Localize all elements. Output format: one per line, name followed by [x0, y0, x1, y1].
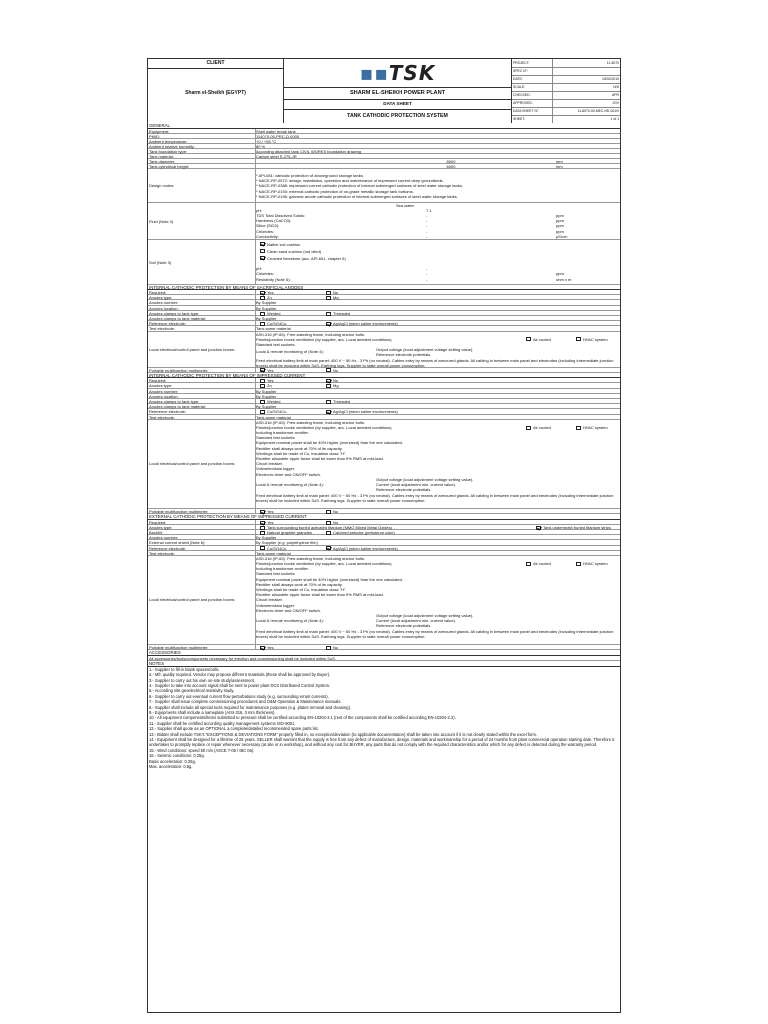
panel-spec: Voltmeter/data logger.: [256, 602, 295, 608]
checkbox-label: No: [333, 645, 339, 651]
note-item: 9.- Equipments shall include a nameplate (AISI-316, 3 mm thickness).: [149, 710, 276, 715]
checkbox[interactable]: [260, 256, 265, 260]
panel-spec: Equipment nominal power shall be 40% higher (oversized) than the one calculated.: [256, 440, 403, 446]
panel-spec: Electronic timer and ON/OFF switch.: [256, 607, 321, 613]
row-label: Local electrical/control panel and junction boxes:: [149, 461, 236, 467]
monitor-label: Local & remote monitoring of (Note 4):: [256, 618, 324, 624]
data-sheet-title: DATA SHEET: [284, 99, 511, 110]
panel-spec: Voltmeter/data logger.: [256, 466, 295, 472]
row-label: Anodes type:: [149, 524, 173, 530]
checkbox-label: Zn: [267, 295, 272, 301]
meta-key: APPROVED:: [513, 101, 533, 105]
meta-key: DATA SHEET N°:: [513, 109, 540, 113]
checkbox[interactable]: [326, 646, 331, 650]
checkbox-label: Natural graphite granules: [267, 529, 312, 535]
cell-text: By Supplier: [256, 315, 277, 321]
checkbox-label: Threaded: [333, 398, 351, 404]
meta-separator: [552, 83, 553, 91]
notes-list: [148, 667, 620, 770]
fluid-param: TDS Total Dissolved Solids:: [256, 212, 306, 218]
column-divider: [255, 290, 256, 294]
panel-spec: Rectifier allowable ripple factor shall be lower than 5% RMS at mid-load.: [256, 592, 384, 598]
table-row: [148, 203, 620, 240]
fluid-value: -: [426, 218, 428, 224]
cell-text: By Supplier: [256, 393, 277, 399]
checkbox-label: Mg: [333, 295, 339, 301]
checkbox-label: HVAC system: [583, 424, 608, 430]
cell-text: Tank same material: [256, 414, 291, 420]
checkbox-label: No: [333, 519, 339, 525]
cell-text: +0 / +55 °C: [256, 138, 277, 144]
cell-text: Carbon steel S-275-JR: [256, 153, 297, 159]
fluid-value: 7.1: [426, 207, 432, 213]
cell-text: AISI-316 (IP-65). Free-standing frame, including anchor bolts.: [256, 331, 366, 337]
row-label: Ambient temperature:: [149, 138, 188, 144]
panel-spec: Rectifier shall always work at 70% of its capacity.: [256, 445, 343, 451]
checkbox-label: Crushed limestone (acc. API-651, chapter 5): [267, 255, 346, 261]
checkbox-option[interactable]: [260, 368, 274, 373]
soil-value: -: [426, 265, 428, 271]
unit: mm: [556, 158, 563, 164]
monitor-item: Current (local adjustment min. current value).: [376, 481, 457, 487]
checkbox-label: Tank surrounding buried activated titanium (MMO Mixed Metal Oxides): [267, 524, 392, 530]
row-label: Equipment:: [149, 128, 170, 134]
row-label: Test electrode:: [149, 326, 176, 332]
note-item: Basic acceleration: 0.25g.: [149, 758, 196, 764]
checkbox-label: Cu/SO4Cu: [267, 409, 287, 415]
checkbox[interactable]: [326, 510, 331, 514]
soil-option[interactable]: [260, 256, 346, 261]
table-row: [148, 332, 620, 368]
row-label: Backfill:: [149, 529, 163, 535]
air-cooled-option[interactable]: [526, 337, 551, 342]
note-item: Max. acceleration: 0.6g.: [149, 764, 193, 770]
checkbox-label: Zn: [267, 383, 272, 389]
row-label: Required:: [149, 378, 167, 384]
meta-separator: [552, 99, 553, 107]
cell-text: 6000: [446, 163, 456, 169]
meta-separator: [552, 75, 553, 83]
meta-value: APR: [612, 93, 619, 97]
unit: µS/cm: [556, 234, 568, 239]
row-label: Anodes location:: [149, 393, 179, 399]
hvac-option[interactable]: [576, 337, 608, 342]
soil-option[interactable]: [260, 249, 321, 254]
cell-text: 80 %: [256, 143, 266, 149]
row-label: Anodes type:: [149, 383, 173, 389]
note-item: 16.- Seismic conditions: 0.25g.: [149, 753, 205, 759]
table-row: [148, 240, 620, 285]
accessories-text: All accessories/tools/components necessary for erection and commissioning shall be included within SoS.: [149, 655, 336, 661]
column-divider: [255, 378, 256, 382]
note-item: 11.- Supplier shall be certified according quality management systems ISO-9001.: [149, 720, 296, 726]
logo-mark-icon: ▪▪: [359, 60, 389, 85]
note-item: 1.- Supplier to fill-in blank spaces/cells.: [149, 666, 220, 672]
panel-spec: Panels/junction boxes ventilation (by supplier, acc. Local ambient conditions): [256, 424, 392, 430]
column-divider: [255, 645, 256, 649]
checkbox-label: No: [333, 367, 339, 373]
row-label: Anodes type:: [149, 295, 173, 301]
column-divider: [255, 530, 256, 534]
checkbox-label: Welded: [267, 398, 281, 404]
note-item: 4.- Supplier to take into account signal shall be sent to power plant DCS Distributed Control System.: [149, 682, 331, 688]
design-code: * NACE-RP-0572: design, installation, operation and maintenance of impressed current deep groundbeds.: [256, 177, 444, 183]
cell-text: Shell water break tank: [256, 128, 296, 134]
column-divider: [255, 399, 256, 403]
column-divider: [255, 525, 256, 529]
row-label: Tank material:: [149, 153, 174, 159]
unit: ppm: [556, 223, 564, 229]
row-label: Design codes:: [149, 182, 175, 188]
monitor-label: Local & remote monitoring of (Note 4):: [256, 481, 324, 487]
soil-param: Chlorides:: [256, 271, 275, 277]
checkbox-label: HVAC system: [583, 560, 608, 566]
feed-spec: Feed electrical battery limit at main panel: 400 V ~ 50 Hz - 3 Ph (no neutral). Cables entry by means of armoured glands. All cabling in between main panel and electrodes (including intermediate junction boxes) shall be included within SoS. Earthing lugs. Supplier to state overall power consumption.: [256, 629, 614, 640]
note-item: 12.- Supplier shall quote as an OPTIONAL a complete/detailed recommended spare parts list.: [149, 726, 319, 732]
checkbox-label: Air cooled: [533, 560, 551, 566]
checkbox[interactable]: [260, 368, 265, 372]
checkbox-label: Yes: [267, 519, 274, 525]
unit: ohm x m: [556, 277, 572, 283]
soil-option[interactable]: [260, 242, 300, 247]
column-divider: [255, 409, 256, 413]
row-label: Tank foundation type:: [149, 148, 188, 154]
note-item: 13.- Bidder shall include TSK's "EXCEPTIONS & DEVIATIONS FORM" properly filled in, no exception/deviation (to applicable documentation) shall be taken into account if it is not clearly stated within the excel form.: [149, 731, 538, 737]
cell-text: By Supplier (e.g. polyethylene film): [256, 540, 318, 546]
column-divider: [255, 295, 256, 299]
checkbox-label: Welded: [267, 310, 281, 316]
panel-spec: Standard test sockets.: [256, 435, 296, 441]
section-title: ACCESSORIES: [148, 650, 620, 656]
panel-spec: Windings shall be made of Cu, insulation class "H".: [256, 587, 347, 593]
row-label: PMID:: [149, 133, 161, 139]
meta-value: JGV: [612, 101, 619, 105]
column-divider: [255, 509, 256, 513]
meta-separator: [552, 67, 553, 75]
row-label: Reference electrode:: [149, 545, 187, 551]
row-label: Portable multifunction multimeter:: [149, 645, 209, 651]
checkbox-label: Native soil cushion: [267, 241, 301, 247]
row-label: Soil (Note 3): [149, 259, 172, 265]
checkbox-label: No: [333, 290, 339, 295]
cell-text: According attached tank CIVIL WORKS foundation drawing: [256, 148, 362, 154]
row-label: Tank diameter:: [149, 158, 176, 164]
title-block: [284, 59, 512, 123]
checkbox[interactable]: [526, 426, 531, 430]
soil-value: -: [426, 277, 428, 283]
note-item: 3.- Supplier to carry out his own on-site study/assessment.: [149, 677, 256, 683]
air-cooled-option[interactable]: [526, 561, 551, 566]
row-label: Required:: [149, 290, 167, 295]
checkbox-label: Air cooled: [533, 336, 551, 342]
cell-text: Tank same material: [256, 550, 291, 556]
panel-spec: AISI-316 (IP-65). Free-standing frame, including anchor bolts.: [256, 419, 366, 425]
meta-key: PROJECT:: [513, 61, 530, 65]
column-divider: [255, 383, 256, 387]
panel-spec: Electronic timer and ON/OFF switch.: [256, 471, 321, 477]
cell-text: By Supplier: [256, 305, 277, 311]
row-label: Portable multifunction multimeter:: [149, 508, 209, 514]
cell-text: By Supplier: [256, 404, 277, 410]
system-title: TANK CATHODIC PROTECTION SYSTEM: [347, 113, 448, 119]
fluid-param: Silice (SiO2):: [256, 223, 280, 229]
checkbox[interactable]: [260, 242, 265, 246]
note-item: 15.- Wind conditions: speed 50 m/s (ASCE 7-05 / IBC 06).: [149, 747, 255, 753]
hvac-option[interactable]: [576, 425, 608, 430]
note-item: 8.- Supplier shall include all special tools required for maintenance purposes (e.g. plates removal and cleaning).: [149, 704, 352, 710]
column-divider: [255, 520, 256, 524]
meta-key: SCALE:: [513, 85, 526, 89]
checkbox-label: Ag/AgCl (when saline environments): [333, 321, 398, 327]
cell-text: Local & remote monitoring of (Note 4):: [256, 348, 324, 354]
checkbox[interactable]: [260, 646, 265, 650]
fluid-param: pH:: [256, 207, 263, 213]
checkbox-option[interactable]: [260, 509, 274, 514]
checkbox-label: Tank underneath buried titanium strips: [543, 524, 611, 530]
client-block: [148, 59, 284, 123]
panel-spec: Standard test sockets.: [256, 571, 296, 577]
hvac-option[interactable]: [576, 561, 608, 566]
unit: mm: [556, 163, 563, 169]
checkbox-label: No: [333, 508, 339, 514]
cell-text: By Supplier: [256, 300, 277, 306]
monitor-item: Reference electrode potentials.: [376, 623, 432, 629]
checkbox[interactable]: [526, 337, 531, 341]
fluid-value: -: [426, 228, 428, 234]
plant-title: SHARM EL-SHEIKH POWER PLANT: [284, 87, 511, 100]
meta-separator: [552, 59, 553, 67]
table-row: [148, 656, 620, 662]
checkbox-label: Yes: [267, 508, 274, 514]
cell-text: 114070-00-PRC-D-0005: [256, 133, 300, 139]
cell-text: By Supplier: [256, 388, 277, 394]
row-label: Anodes clamps to tank type:: [149, 398, 200, 404]
panel-spec: Including transformer-rectifier.: [256, 430, 309, 436]
row-label: Anodes number:: [149, 388, 179, 394]
sheet-header: [148, 59, 620, 124]
section-title: NOTES: [148, 661, 620, 667]
table-row: [148, 169, 620, 203]
meta-key: SHEET:: [513, 117, 525, 121]
cell-text: Reference electrode potentials.: [376, 351, 432, 357]
meta-value: 11-8070-00-MEC-HD-001/0: [577, 109, 619, 113]
unit: ppm: [556, 271, 564, 277]
checkbox-label: Yes: [267, 367, 274, 373]
row-label: Ambient relative humidity:: [149, 143, 195, 149]
design-code: * NACE-RP-0193: external cathodic protection of on-grade metallic storage tank bottoms.: [256, 188, 414, 194]
checkbox-label: HVAC system: [583, 336, 608, 342]
section-title: EXTERNAL CATHODIC PROTECTION BY MEANS OF IMPRESSED CURRENT: [148, 514, 620, 520]
tsk-logo: ▪▪TSK: [284, 59, 511, 88]
column-divider: [255, 321, 256, 325]
cell-text: Tank same material: [256, 326, 291, 332]
checkbox[interactable]: [326, 368, 331, 372]
fluid-param: Hardness (CaCO3):: [256, 218, 292, 224]
row-label: External current shield (Note 6):: [149, 540, 206, 546]
checkbox-label: Ag/AgCl (when saline environments): [333, 545, 398, 551]
table-row: [148, 368, 620, 373]
monitor-item: Current (local adjustment min. current value).: [376, 618, 457, 624]
soil-param: pH:: [256, 265, 263, 271]
data-sheet: [147, 58, 621, 1013]
section-title: INTERNAL CATHODIC PROTECTION BY MEANS OF SACRIFICIAL ANODES: [148, 285, 620, 291]
meta-key: DATE:: [513, 77, 523, 81]
note-item: 5.- According site geoelectrical resistivity study.: [149, 688, 235, 694]
panel-spec: Rectifier allowable ripple factor shall be lower than 5% RMS at mid-load.: [256, 456, 384, 462]
column-divider: [255, 546, 256, 550]
checkbox[interactable]: [576, 337, 581, 341]
checkbox-label: Yes: [267, 645, 274, 651]
meta-separator: [552, 107, 553, 115]
checkbox-label: Yes: [267, 290, 274, 295]
client-label: CLIENT: [206, 60, 225, 66]
checkbox-label: Air cooled: [533, 424, 551, 430]
checkbox-label: Ag/AgCl (when saline environments): [333, 409, 398, 415]
cell-text: Standard test sockets.: [256, 341, 296, 347]
row-label: Portable multifunction multimeter:: [149, 367, 209, 373]
note-item: 6.- Supplier to carry out eventual current flow perturbations study (e.g. surrounding errant currents).: [149, 693, 329, 699]
row-label: Fluid (Note 3): [149, 218, 174, 224]
checkbox-label: Threaded: [333, 310, 351, 316]
meta-value: 1 of 1: [610, 117, 619, 121]
checkbox-option[interactable]: [326, 645, 338, 650]
checkbox-option[interactable]: [326, 368, 338, 373]
design-code: * NACE-RP-0196: galvanic anode cathodic protection of internal submerged surfaces of steel water storage tanks.: [256, 194, 458, 200]
meta-key: CHECKED:: [513, 93, 531, 97]
meta-value: N/S: [613, 85, 619, 89]
row-label: Anodes clamps to tank material:: [149, 315, 206, 321]
row-label: Anodes clamps to tank material:: [149, 404, 206, 410]
panel-spec: Equipment nominal power shall be 40% higher (oversized) than the one calculated.: [256, 576, 403, 582]
meta-separator: [552, 115, 553, 123]
panel-spec: Circuit breaker.: [256, 597, 283, 603]
table-row: [148, 509, 620, 514]
meta-value: 11-8070: [606, 61, 619, 65]
cell-text: Panels/junction boxes ventilation (by supplier, acc. Local ambient conditions): [256, 336, 392, 342]
meta-separator: [552, 91, 553, 99]
panel-spec: Including transformer-rectifier.: [256, 566, 309, 572]
checkbox-label: No: [333, 378, 339, 384]
section-title: INTERNAL CATHODIC PROTECTION BY MEANS OF IMPRESSED CURRENT: [148, 373, 620, 379]
panel-spec: AISI-316 (IP-65). Free-standing frame, including anchor bolts.: [256, 555, 366, 561]
monitor-item: Reference electrode potentials.: [376, 486, 432, 492]
cell-text: 8000: [446, 158, 456, 164]
cell-text: Feed electrical battery limit at main panel: 400 V ~ 50 Hz - 3 Ph (no neutral). Cables entry by means of armoured glands. All cabling in between main panel and electrodes (including intermediate junction boxes) shall be included within SoS. Earthing lugs. Supplier to state overall power consumption.: [256, 357, 614, 368]
unit: ppm: [556, 212, 564, 218]
checkbox[interactable]: [576, 562, 581, 566]
checkbox-label: Cu/SO4Cu: [267, 321, 287, 327]
meta-value: 15/02/2010: [602, 77, 619, 81]
design-code: * NACE-RP-0388: impressed current cathodic protection of internal submerged surfaces of steel water storage tanks.: [256, 183, 463, 189]
note-item: 14.- Equipment shall be designed for a lifetime of 25 years. SELLER shall warrant that the supply is free from any defect of manufacture, design, materials and workmanship for a period of 24 months from plant commercial operation starting date. Therefore it undertakes to promptly replace or repair whenever necessary (at site or in workshop), and without any cost for BUYER, any parts that do not comply with the required characteristics and/or which for any defect is detected during the warranty period.: [149, 737, 615, 748]
fluid-param: Conductivity:: [256, 234, 279, 239]
section-title: GENERAL: [148, 123, 620, 129]
sheet-body: [148, 123, 620, 769]
design-code: * API-651: cathodic protection of aboveground storage tanks.: [256, 172, 364, 178]
fluid-value: -: [426, 212, 428, 218]
checkbox-label: Yes: [267, 378, 274, 384]
note-item: 2.- Mfr. quality required. Vendor may propose different materials (these shall be approved by Buyer).: [149, 672, 331, 678]
unit: ppm: [556, 228, 564, 234]
row-label: Tank cylindrical height:: [149, 163, 190, 169]
row-label: Local electrical/control panel and junction boxes:: [149, 346, 236, 352]
fluid-param: Chlorides:: [256, 228, 275, 234]
column-divider: [255, 164, 256, 168]
row-label: Anodes number:: [149, 300, 179, 306]
checkbox[interactable]: [260, 249, 265, 253]
column-divider: [255, 368, 256, 372]
panel-spec: Panels/junction boxes ventilation (by supplier, acc. Local ambient conditions): [256, 561, 392, 567]
column-divider: [255, 159, 256, 163]
row-label: Anodes clamps to tank type:: [149, 310, 200, 316]
row-label: Reference electrode:: [149, 321, 187, 327]
row-label: Local electrical/control panel and junction boxes:: [149, 597, 236, 603]
feed-spec: Feed electrical battery limit at main panel: 400 V ~ 50 Hz - 3 Ph (no neutral). Cables entry by means of armoured glands. All cabling in between main panel and electrodes (including intermediate junction boxes) shall be included within SoS. Earthing lugs. Supplier to state overall power consumption.: [256, 492, 614, 503]
client-name: Sharm el-Sheikh (EGYPT): [185, 90, 246, 96]
checkbox[interactable]: [576, 426, 581, 430]
fluid-value: -: [426, 234, 428, 239]
panel-spec: Rectifier shall always work at 70% of its capacity.: [256, 581, 343, 587]
checkbox-label: Cu/SO4Cu: [267, 545, 287, 551]
table-row: [148, 556, 620, 645]
note-item: 10.- All equipment components/items submitted to pressure shall be certified according EN-10204-3.1 (rest of the components shall be certified according EN-10204-2.2).: [149, 715, 456, 721]
row-label: Required:: [149, 519, 167, 525]
row-label: Test electrode:: [149, 550, 176, 556]
column-divider: [255, 311, 256, 315]
checkbox-label: Clean sand cushion (not oiled): [267, 248, 322, 254]
cell-text: Output voltage (local adjustment voltage setting value).: [376, 346, 474, 352]
fluid-value: -: [426, 223, 428, 229]
row-label: Reference electrode:: [149, 409, 187, 415]
soil-param: Resistivity (Note 5):: [256, 277, 291, 283]
table-row: [148, 645, 620, 650]
unit: ppm: [556, 218, 564, 224]
row-label: Anodes location:: [149, 305, 179, 311]
checkbox-label: Mg: [333, 383, 339, 389]
meta-key: SPEC N°:: [513, 69, 528, 73]
checkbox-option[interactable]: [260, 645, 274, 650]
cell-text: By Supplier: [256, 535, 277, 541]
row-label: Test electrode:: [149, 414, 176, 420]
table-row: [148, 420, 620, 509]
soil-value: -: [426, 271, 428, 277]
note-item: 7.- Supplier shall issue complete commissioning procedures and O&M Operation & Maintenance manuals.: [149, 699, 342, 705]
monitor-item: Output voltage (local adjustment voltage setting value).: [376, 613, 474, 619]
row-label: Anodes number:: [149, 535, 179, 541]
document-meta: [512, 59, 620, 123]
checkbox-label: Calcined petcoke (petroleum coke): [333, 529, 395, 535]
monitor-item: Output voltage (local adjustment voltage setting value).: [376, 476, 474, 482]
panel-spec: Circuit breaker.: [256, 461, 283, 467]
air-cooled-option[interactable]: [526, 425, 551, 430]
checkbox[interactable]: [526, 562, 531, 566]
checkbox[interactable]: [260, 510, 265, 514]
panel-spec: Windings shall be made of Cu, insulation class "H".: [256, 450, 347, 456]
checkbox-option[interactable]: [326, 509, 338, 514]
fluid-header: Sea water: [396, 202, 415, 208]
